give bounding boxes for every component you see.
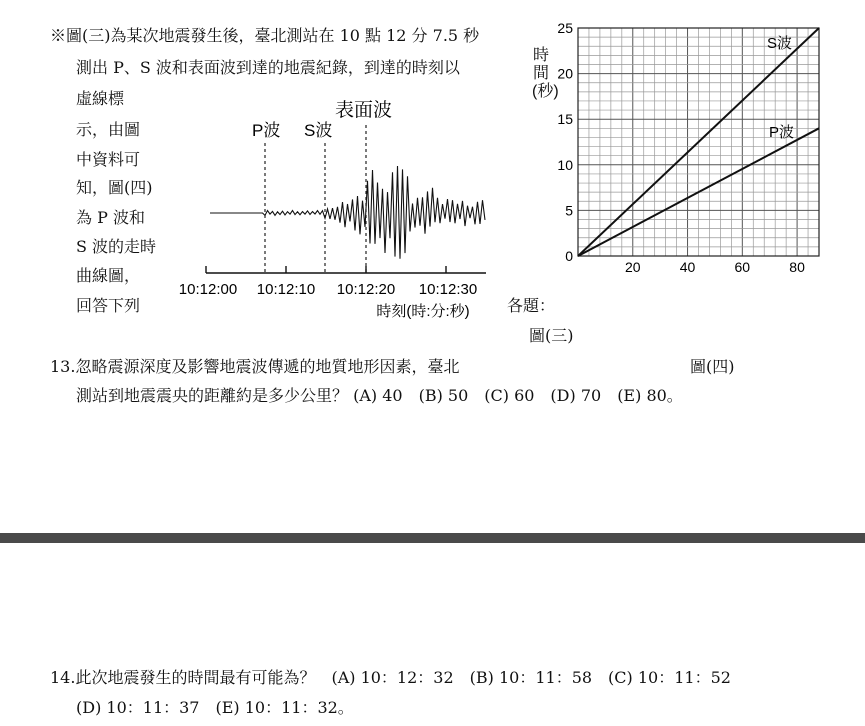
y-tick-label: 15 bbox=[557, 111, 573, 128]
figure-4-caption: 圖(四) bbox=[690, 357, 735, 376]
y-tick-label: 5 bbox=[565, 202, 573, 219]
section-divider bbox=[0, 533, 865, 543]
surface-wave-label: 表面波 bbox=[335, 100, 393, 121]
y-tick-label: 0 bbox=[565, 248, 573, 264]
s-wave-label: S波 bbox=[304, 121, 333, 140]
s-wave-series-label: S波 bbox=[767, 35, 793, 52]
y-tick-label: 25 bbox=[557, 20, 573, 36]
intro-wrap-2: 示，由圖 bbox=[76, 120, 141, 139]
intro-wrap-1: 虛線標 bbox=[76, 89, 125, 108]
x-tick-label: 20 bbox=[624, 259, 641, 275]
p-wave-series-label: P波 bbox=[769, 124, 795, 141]
time-axis-label: 時刻(時:分:秒) bbox=[376, 303, 470, 320]
intro-wrap-6: S 波的走時 bbox=[76, 237, 157, 256]
time-tick-label-0: 10:12:00 bbox=[178, 281, 238, 298]
intro-line-1: ※圖(三)為某次地震發生後，臺北測站在 10 點 12 分 7.5 秒 bbox=[50, 26, 480, 45]
intro-wrap-8: 回答下列 bbox=[76, 296, 141, 315]
y-tick-label: 10 bbox=[557, 156, 573, 173]
seismogram-figure bbox=[170, 95, 500, 325]
x-tick-label: 60 bbox=[734, 259, 751, 275]
intro-wrap-7: 曲線圖， bbox=[76, 266, 141, 285]
question-13-line-1: 13.忽略震源深度及影響地震波傳遞的地質地形因素，臺北 bbox=[50, 357, 460, 376]
intro-tail: 各題： bbox=[507, 296, 556, 315]
chart-y-axis-title: 時間(秒) bbox=[532, 47, 559, 100]
seismogram-trace bbox=[210, 166, 485, 259]
p-wave-label: P波 bbox=[252, 121, 281, 140]
y-tick-label: 20 bbox=[557, 65, 573, 82]
intro-wrap-3: 中資料可 bbox=[76, 150, 141, 169]
intro-wrap-4: 知，圖(四) bbox=[76, 178, 153, 197]
chart-tick-labels bbox=[557, 20, 805, 275]
figure-3-caption: 圖(三) bbox=[529, 326, 574, 345]
time-tick-label-2: 10:12:20 bbox=[336, 281, 396, 298]
time-tick-label-1: 10:12:10 bbox=[256, 281, 316, 298]
question-14-line-1: 14.此次地震發生的時間最有可能為？ (A) 10：12：32 (B) 10：11：58 (C) 10：11：52 bbox=[50, 668, 731, 687]
x-tick-label: 80 bbox=[789, 259, 805, 275]
time-tick-label-3: 10:12:30 bbox=[418, 281, 478, 298]
travel-time-chart bbox=[556, 18, 836, 280]
x-tick-label: 40 bbox=[679, 259, 696, 275]
intro-line-2: 測出 P、S 波和表面波到達的地震紀錄，到達的時刻以 bbox=[76, 58, 460, 77]
question-13-line-2: 測站到地震震央的距離約是多少公里？ (A) 40 (B) 50 (C) 60 (D) 70 (E) 80。 bbox=[76, 386, 683, 405]
intro-wrap-5: 為 P 波和 bbox=[76, 208, 145, 227]
question-14-line-2: (D) 10：11：37 (E) 10：11：32。 bbox=[76, 698, 354, 717]
